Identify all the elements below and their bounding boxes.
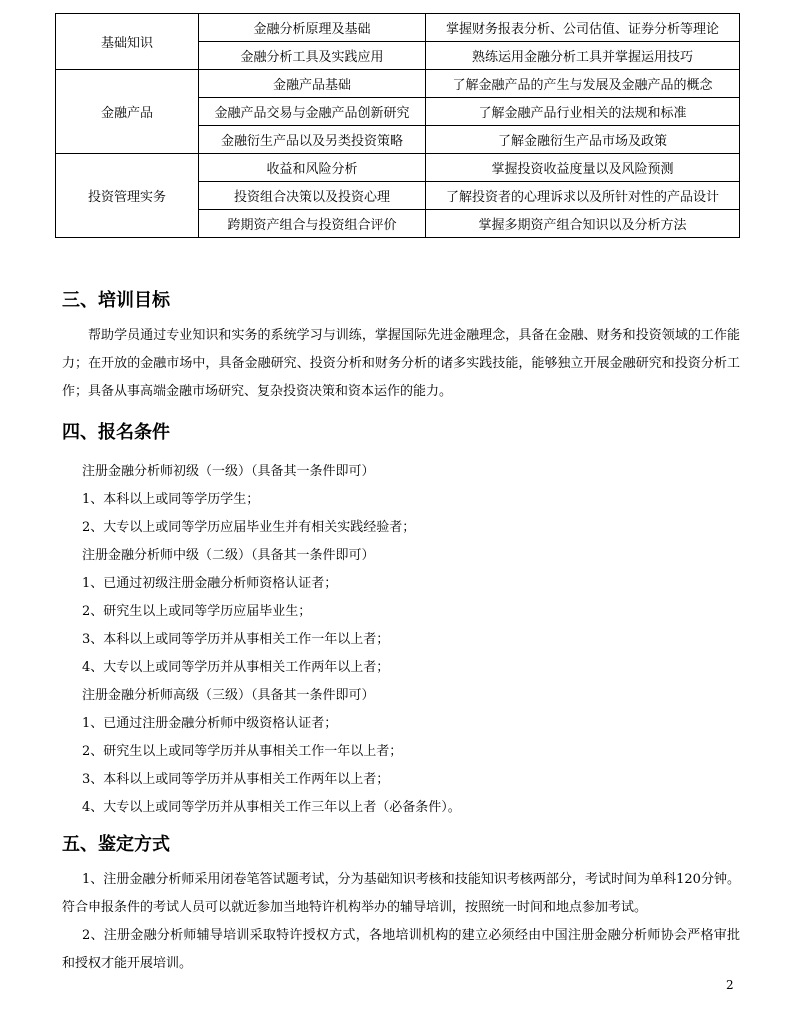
eligibility-line: 2、大专以上或同等学历应届毕业生并有相关实践经验者； [82,520,416,535]
eligibility-line: 2、研究生以上或同等学历应届毕业生； [82,604,312,619]
assessment-paragraph: 2、注册金融分析师辅导培训采取特许授权方式，各地培训机构的建立必须经由中国注册金融分析师协会严格审批和授权才能开展培训。 [62,928,740,971]
course-cell: 金融产品基础 [199,70,426,98]
section-title-eligibility: 四、报名条件 [62,422,170,443]
eligibility-line: 1、本科以上或同等学历学生； [82,492,260,507]
assessment-paragraph: 1、注册金融分析师采用闭卷笔答试题考试，分为基础知识考核和技能知识考核两部分，考试时间为单科120分钟。符合申报条件的考试人员可以就近参加当地特许机构举办的辅导培训，按照统一时间和地点参加考试。 [62,872,740,915]
course-cell: 收益和风险分析 [199,154,426,182]
goal-cell: 了解金融衍生产品市场及政策 [426,126,740,154]
eligibility-line: 1、已通过注册金融分析师中级资格认证者； [82,716,338,731]
course-cell: 投资组合决策以及投资心理 [199,182,426,210]
goal-cell: 了解金融产品行业相关的法规和标准 [426,98,740,126]
course-cell: 跨期资产组合与投资组合评价 [199,210,426,238]
table-row [56,14,740,42]
table-row [56,154,740,182]
section-title-training-goals: 三、培训目标 [62,290,170,311]
course-cell: 金融衍生产品以及另类投资策略 [199,126,426,154]
page-number: 2 [726,978,734,992]
training-goals-paragraph: 帮助学员通过专业知识和实务的系统学习与训练，掌握国际先进金融理念，具备在金融、财务和投资领域的工作能力；在开放的金融市场中，具备金融研究、投资分析和财务分析的诸多实践技能，能够独立开展金融研究和投资分析工作；具备从事高端金融市场研究、复杂投资决策和资本运作的能力。 [62,328,740,399]
table-row [56,70,740,98]
category-cell: 投资管理实务 [56,154,199,238]
goal-cell: 了解金融产品的产生与发展及金融产品的概念 [426,70,740,98]
eligibility-line: 1、已通过初级注册金融分析师资格认证者； [82,576,338,591]
eligibility-line: 2、研究生以上或同等学历并从事相关工作一年以上者； [82,744,403,759]
curriculum-table [55,13,740,238]
eligibility-line: 注册金融分析师高级（三级）（具备其一条件即可） [82,688,375,703]
eligibility-line: 注册金融分析师初级（一级）（具备其一条件即可） [82,464,375,479]
eligibility-line: 3、本科以上或同等学历并从事相关工作一年以上者； [82,632,390,647]
section-title-assessment: 五、鉴定方式 [62,834,170,855]
eligibility-line: 4、大专以上或同等学历并从事相关工作两年以上者； [82,660,390,675]
course-cell: 金融分析工具及实践应用 [199,42,426,70]
category-cell: 金融产品 [56,70,199,154]
eligibility-line: 4、大专以上或同等学历并从事相关工作三年以上者（必备条件）。 [82,800,461,815]
goal-cell: 掌握多期资产组合知识以及分析方法 [426,210,740,238]
goal-cell: 掌握投资收益度量以及风险预测 [426,154,740,182]
goal-cell: 掌握财务报表分析、公司估值、证券分析等理论 [426,14,740,42]
category-cell: 基础知识 [56,14,199,70]
goal-cell: 熟练运用金融分析工具并掌握运用技巧 [426,42,740,70]
eligibility-line: 3、本科以上或同等学历并从事相关工作两年以上者； [82,772,390,787]
course-cell: 金融产品交易与金融产品创新研究 [199,98,426,126]
course-cell: 金融分析原理及基础 [199,14,426,42]
eligibility-line: 注册金融分析师中级（二级）（具备其一条件即可） [82,548,375,563]
goal-cell: 了解投资者的心理诉求以及所针对性的产品设计 [426,182,740,210]
